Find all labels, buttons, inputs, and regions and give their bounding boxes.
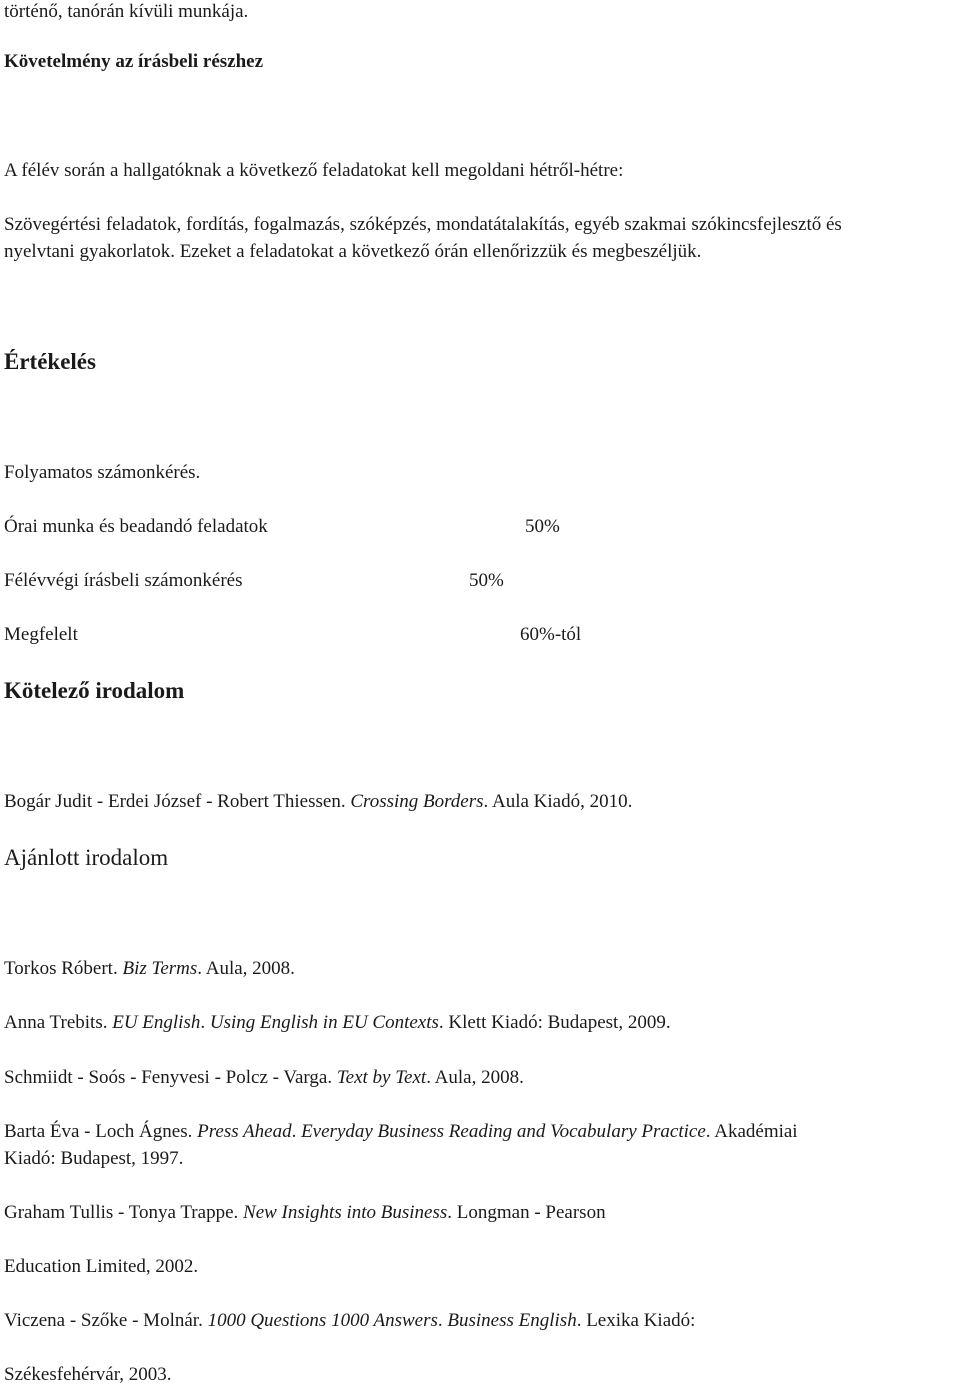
evaluation-row-label: Félévvégi írásbeli számonkérés — [4, 570, 243, 591]
recommended-item-viczena: Viczena - Szőke - Molnár. 1000 Questions 1000 Answers. Business English. Lexika Kiadó: — [4, 1310, 696, 1331]
evaluation-row-value: 60%-tól — [520, 624, 582, 645]
book-title: Crossing Borders — [350, 791, 484, 812]
recommended-item-tullis: Graham Tullis - Tonya Trappe. New Insights into Business. Longman - Pearson — [4, 1202, 606, 1223]
book-subtitle: Business English — [447, 1310, 577, 1331]
written-requirement-intro: A félév során a hallgatóknak a következő feladatokat kell megoldani hétről-hétre: — [4, 160, 624, 181]
evaluation-row-value: 50% — [469, 570, 504, 591]
book-title: Press Ahead — [197, 1121, 292, 1142]
recommended-literature-heading: Ajánlott irodalom — [4, 845, 169, 870]
evaluation-row-value: 50% — [525, 516, 560, 537]
evaluation-heading: Értékelés — [4, 349, 96, 374]
recommended-item-tullis-line2: Education Limited, 2002. — [4, 1256, 199, 1277]
recommended-item-barta-line2: Kiadó: Budapest, 1997. — [4, 1148, 184, 1169]
book-title: New Insights into Business — [243, 1202, 448, 1223]
recommended-item-schmiidt: Schmiidt - Soós - Fenyvesi - Polcz - Varga. Text by Text. Aula, 2008. — [4, 1067, 524, 1088]
written-requirement-text-line2: nyelvtani gyakorlatok. Ezeket a feladatokat a következő órán ellenőrizzük és megbeszéljük. — [4, 241, 702, 262]
recommended-item-trebits: Anna Trebits. EU English. Using English in EU Contexts. Klett Kiadó: Budapest, 2009. — [4, 1012, 671, 1033]
recommended-item-barta: Barta Éva - Loch Ágnes. Press Ahead. Everyday Business Reading and Vocabulary Practice. Akadémiai — [4, 1121, 798, 1142]
book-title: EU English — [112, 1012, 201, 1033]
written-requirement-heading: Követelmény az írásbeli részhez — [4, 51, 264, 72]
recommended-item-torkos: Torkos Róbert. Biz Terms. Aula, 2008. — [4, 958, 295, 979]
written-requirement-text-line1: Szövegértési feladatok, fordítás, fogalmazás, szóképzés, mondatátalakítás, egyéb szakmai szókincsfejlesztő és — [4, 214, 842, 235]
book-title: 1000 Questions 1000 Answers — [207, 1310, 438, 1331]
book-title: Biz Terms — [122, 958, 198, 979]
required-literature-heading: Kötelező irodalom — [4, 678, 185, 703]
book-subtitle: Everyday Business Reading and Vocabulary Practice — [301, 1121, 706, 1142]
evaluation-row-label: Órai munka és beadandó feladatok — [4, 516, 268, 537]
book-title: Text by Text — [336, 1067, 427, 1088]
book-subtitle: Using English in EU Contexts — [209, 1012, 439, 1033]
intro-tail: történő, tanórán kívüli munkája. — [4, 1, 249, 22]
recommended-item-viczena-line2: Székesfehérvár, 2003. — [4, 1364, 172, 1385]
evaluation-subtitle: Folyamatos számonkérés. — [4, 462, 201, 483]
evaluation-row-label: Megfelelt — [4, 624, 78, 645]
required-literature-item: Bogár Judit - Erdei József - Robert Thiessen. Crossing Borders. Aula Kiadó, 2010. — [4, 791, 633, 812]
